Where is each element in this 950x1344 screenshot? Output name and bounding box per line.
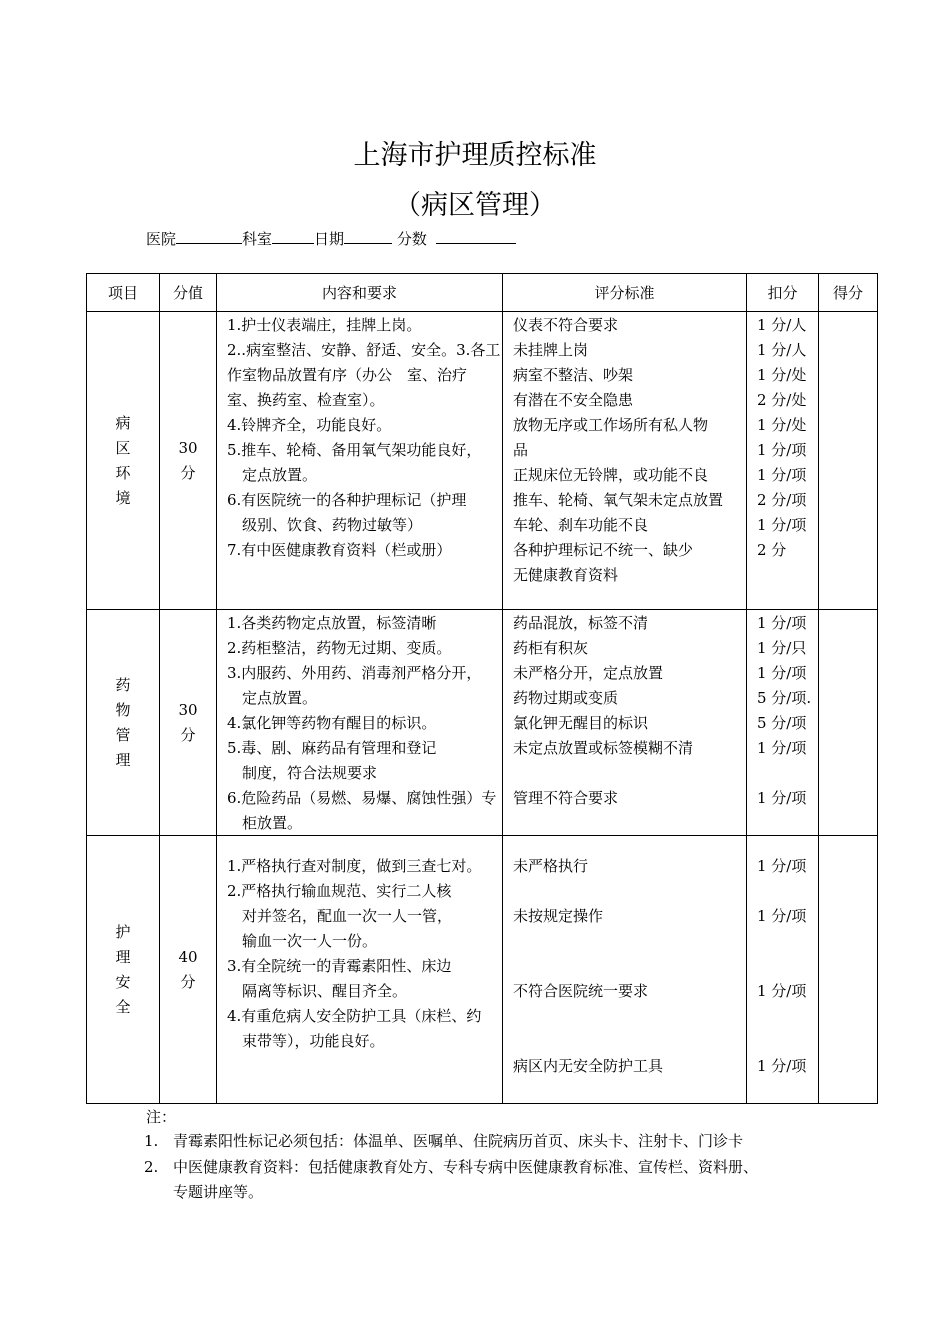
content-line: 5.推车、轮椅、备用氧气架功能良好， [227,441,482,459]
form-header [146,228,516,249]
criteria-line: 未按规定操作 [513,907,604,925]
content-line: 3.有全院统一的青霉素阳性、床边 [227,957,452,975]
criteria-line: 氯化钾无醒目的标识 [513,714,649,732]
content-line: 室、换药室、检查室）。 [227,391,385,409]
deduct-value: 1 分/只 [757,639,807,657]
content-line: 4.铃牌齐全，功能良好。 [227,416,392,434]
criteria-line: 各种护理标记不统一、缺少 [513,541,694,559]
date-field[interactable] [344,229,392,244]
date-label: 日期 [314,230,345,248]
note-text: 青霉素阳性标记必须包括：体温单、医嘱单、住院病历首页、床头卡、注射卡、门诊卡 [173,1132,744,1150]
deduct-value: 1 分/项 [757,664,807,682]
content-line: 定点放置。 [227,689,318,707]
criteria-line: 仪表不符合要求 [513,316,619,334]
deduct-value: 1 分/处 [757,416,807,434]
content-line: 隔离等标识、醒目齐全。 [227,982,408,1000]
header-score: 分值 [160,274,217,312]
dept-field[interactable] [272,229,314,244]
score-cell: 40 分 [160,836,217,1104]
criteria-line: 药柜有积灰 [513,639,589,657]
deduct-value: 1 分/项 [757,441,807,459]
result-cell[interactable] [819,836,878,1104]
content-line: 7.有中医健康教育资料（栏或册） [227,541,452,559]
content-cell [217,312,503,610]
deduct-value: 1 分/项 [757,982,807,1000]
score-label: 分数 [396,230,427,248]
criteria-cell [503,610,747,836]
result-cell[interactable] [819,312,878,610]
hospital-label: 医院 [146,230,177,248]
criteria-line: 推车、轮椅、氧气架未定点放置 [513,491,724,509]
content-line: 定点放置。 [227,466,318,484]
content-line: 级别、饮食、药物过敏等） [227,516,423,534]
content-cell [217,610,503,836]
content-line: 2..病室整洁、安静、舒适、安全。3.各工 [227,341,501,359]
deduct-value: 1 分/项 [757,516,807,534]
table-row [87,610,878,836]
hospital-field[interactable] [176,229,242,244]
content-line: 对并签名，配血一次一人一管， [227,907,453,925]
criteria-line: 药品混放，标签不清 [513,614,649,632]
table-header-row [87,274,878,312]
content-line: 作室物品放置有序（办公 室、治疗 [227,366,468,384]
criteria-line: 品 [513,441,529,459]
score-cell: 30 分 [160,312,217,610]
content-line: 柜放置。 [227,814,303,832]
criteria-line: 病区内无安全防护工具 [513,1057,664,1075]
page-title: 上海市护理质控标准 [353,140,597,171]
criteria-line: 车轮、刹车功能不良 [513,516,649,534]
content-line: 4.氯化钾等药物有醒目的标识。 [227,714,437,732]
content-line: 2.严格执行输血规范、实行二人核 [227,882,452,900]
deduct-value: 1 分/项 [757,857,807,875]
content-line: 6.危险药品（易燃、易爆、腐蚀性强）专 [227,789,497,807]
table-row [87,836,878,1104]
content-line: 3.内服药、外用药、消毒剂严格分开， [227,664,482,682]
note-number: 1. [144,1132,159,1150]
deduct-value: 2 分 [757,541,787,559]
deduct-value: 1 分/项 [757,466,807,484]
deduct-value: 1 分/项 [757,789,807,807]
content-line: 4.有重危病人安全防护工具（床栏、约 [227,1007,482,1025]
deduct-value: 1 分/项 [757,907,807,925]
criteria-line: 未挂牌上岗 [513,341,589,359]
criteria-line: 药物过期或变质 [513,689,619,707]
page-subtitle: （病区管理） [394,190,556,221]
content-line: 1.各类药物定点放置，标签清晰 [227,614,437,632]
score-field[interactable] [436,229,516,244]
content-line: 5.毒、剧、麻药品有管理和登记 [227,739,437,757]
category-cell: 护理安全 [87,836,160,1104]
criteria-line: 未严格分开，定点放置 [513,664,664,682]
criteria-line: 病室不整洁、吵架 [513,366,634,384]
dept-label: 科室 [242,230,273,248]
category-cell: 病区环境 [87,312,160,610]
criteria-line: 无健康教育资料 [513,566,619,584]
deduct-value: 1 分/项 [757,614,807,632]
header-criteria: 评分标准 [503,274,747,312]
category-cell: 药物管理 [87,610,160,836]
content-line: 输血一次一人一份。 [227,932,378,950]
criteria-line: 不符合医院统一要求 [513,982,649,1000]
score-cell: 30 分 [160,610,217,836]
deduct-value: 5 分/项. [757,689,812,707]
header-content: 内容和要求 [217,274,503,312]
note-text: 专题讲座等。 [173,1183,264,1201]
content-line: 束带等），功能良好。 [227,1032,385,1050]
deduct-value: 1 分/人 [757,341,807,359]
criteria-line: 放物无序或工作场所有私人物 [513,416,709,434]
evaluation-table [86,273,878,1104]
deduct-value: 1 分/处 [757,366,807,384]
note-number: 2. [144,1158,159,1176]
table-row [87,312,878,610]
header-deduct: 扣分 [747,274,819,312]
criteria-cell [503,312,747,610]
deduct-cell [747,312,819,610]
content-line: 制度，符合法规要求 [227,764,378,782]
deduct-value: 1 分/项 [757,1057,807,1075]
header-item: 项目 [87,274,160,312]
deduct-value: 1 分/人 [757,316,807,334]
note-text: 中医健康教育资料：包括健康教育处方、专科专病中医健康教育标准、宣传栏、资料册、 [173,1158,759,1176]
content-cell [217,836,503,1104]
deduct-cell [747,610,819,836]
content-line: 6.有医院统一的各种护理标记（护理 [227,491,467,509]
criteria-line: 有潜在不安全隐患 [513,391,634,409]
content-line: 1.严格执行查对制度，做到三查七对。 [227,857,482,875]
criteria-line: 正规床位无铃牌，或功能不良 [513,466,709,484]
criteria-cell [503,836,747,1104]
notes-label: 注： [146,1108,177,1126]
deduct-value: 2 分/项 [757,491,807,509]
criteria-line: 未定点放置或标签模糊不清 [513,739,694,757]
deduct-value: 5 分/项 [757,714,807,732]
criteria-line: 未严格执行 [513,857,589,875]
criteria-line: 管理不符合要求 [513,789,619,807]
content-line: 1.护士仪表端庄，挂牌上岗。 [227,316,422,334]
deduct-cell [747,836,819,1104]
deduct-value: 1 分/项 [757,739,807,757]
header-result: 得分 [819,274,878,312]
content-line: 2.药柜整洁，药物无过期、变质。 [227,639,452,657]
deduct-value: 2 分/处 [757,391,807,409]
result-cell[interactable] [819,610,878,836]
